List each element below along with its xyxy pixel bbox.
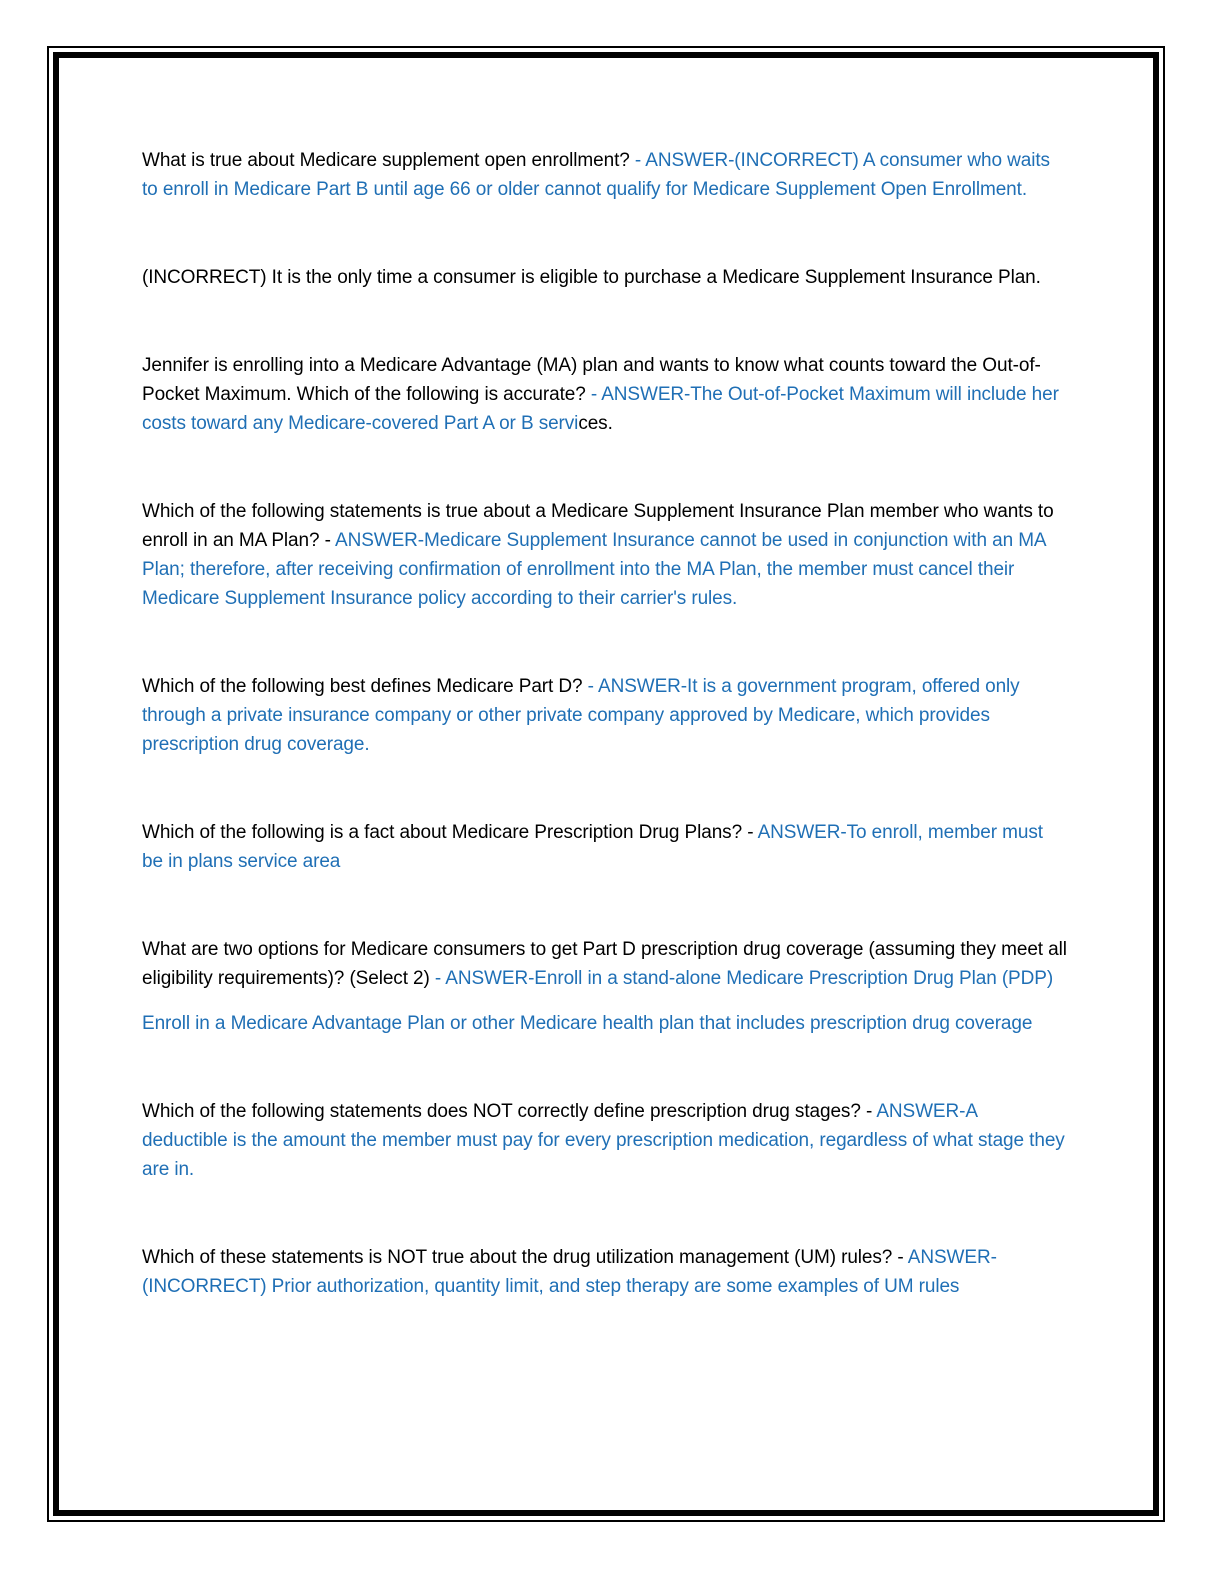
qa-item-9	[142, 1243, 1067, 1301]
question-text: What are two options for Medicare consumers to get Part D prescription drug coverage (assuming they meet all eligibility requirements)? (Select 2)	[142, 939, 1067, 989]
question-text: Which of the following is a fact about Medicare Prescription Drug Plans? -	[142, 822, 758, 843]
question-text: (INCORRECT) It is the only time a consumer is eligible to purchase a Medicare Supplement Insurance Plan.	[142, 267, 1041, 288]
qa-item-4	[142, 497, 1067, 613]
qa-item-5	[142, 672, 1067, 759]
answer-text: ANSWER-A deductible is the amount the member must pay for every prescription medication, regardless of what stage they are in.	[142, 1101, 1065, 1180]
question-text: What is true about Medicare supplement open enrollment?	[142, 150, 630, 171]
question-text: Which of the following best defines Medicare Part D?	[142, 676, 583, 697]
answer-text: ANSWER-To enroll, member must be in plans service area	[142, 822, 1043, 872]
qa-item-1	[142, 146, 1067, 204]
document-body	[142, 146, 1067, 1301]
qa-item-7-extra-answer: Enroll in a Medicare Advantage Plan or other Medicare health plan that includes prescription drug coverage	[142, 1013, 1033, 1034]
answer-tail-text: ces.	[578, 413, 613, 434]
answer-text: ANSWER-(INCORRECT) Prior authorization, quantity limit, and step therapy are some examples of UM rules	[142, 1247, 997, 1297]
answer-text: ANSWER-Medicare Supplement Insurance cannot be used in conjunction with an MA Plan; therefore, after receiving confirmation of enrollment into the MA Plan, the member must cancel their Medicare Supplement Insurance policy according to their carrier's rules.	[142, 530, 1046, 609]
answer-text: - ANSWER-The Out-of-Pocket Maximum will include her costs toward any Medicare-covered Part A or B servi	[142, 384, 1059, 434]
qa-item-8	[142, 1097, 1067, 1184]
question-text: Which of these statements is NOT true about the drug utilization management (UM) rules? -	[142, 1247, 908, 1268]
question-text: Jennifer is enrolling into a Medicare Advantage (MA) plan and wants to know what counts toward the Out-of-Pocket Maximum. Which of the following is accurate?	[142, 355, 1041, 405]
answer-text: - ANSWER-Enroll in a stand-alone Medicare Prescription Drug Plan (PDP)	[429, 968, 1054, 989]
qa-item-2	[142, 263, 1067, 292]
qa-item-6	[142, 818, 1067, 876]
question-text: Which of the following statements does NOT correctly define prescription drug stages? -	[142, 1101, 877, 1122]
answer-text: - ANSWER-It is a government program, offered only through a private insurance company or other private company approved by Medicare, which provides prescription drug coverage.	[142, 676, 1020, 755]
qa-item-3	[142, 351, 1067, 438]
question-text: Which of the following statements is true about a Medicare Supplement Insurance Plan member who wants to enroll in an MA Plan? -	[142, 501, 1054, 551]
answer-text: - ANSWER-(INCORRECT) A consumer who waits to enroll in Medicare Part B until age 66 or older cannot qualify for Medicare Supplement Open Enrollment.	[142, 150, 1050, 200]
qa-item-7	[142, 935, 1067, 993]
